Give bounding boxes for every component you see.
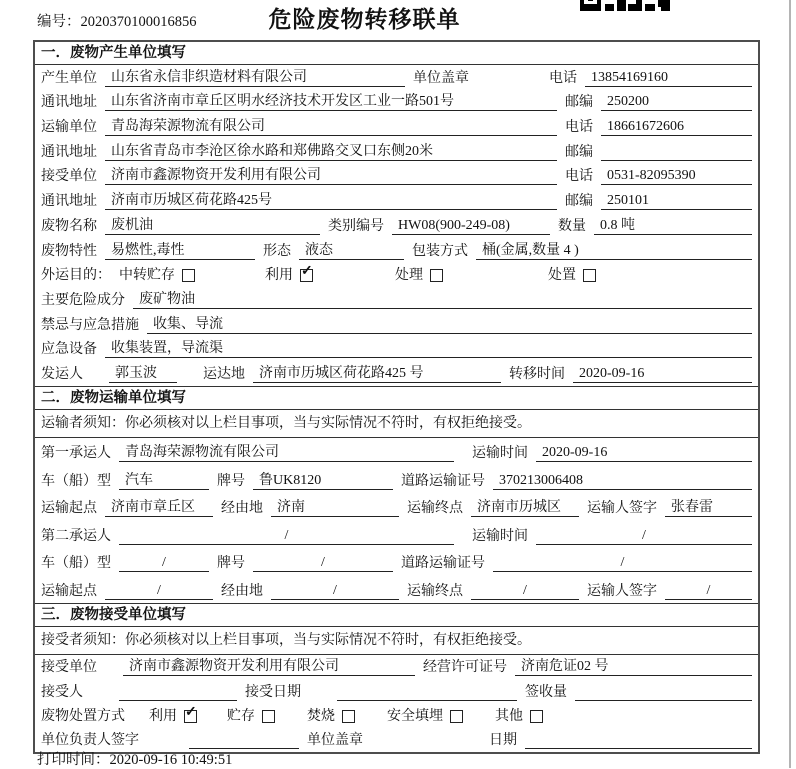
receiver-postcode-field[interactable] [601, 193, 752, 210]
form-label: 日期 [489, 733, 517, 749]
disposal-incineration-label: 焚烧 [307, 708, 335, 724]
form-label: 废物名称 [41, 218, 97, 234]
disposal-reuse-group [149, 704, 197, 725]
waste-name-field[interactable] [105, 218, 320, 235]
form-label: 邮编 [565, 95, 593, 111]
form-row [35, 188, 758, 213]
disposal-other-checkbox[interactable] [530, 710, 543, 723]
form-label: 第一承运人 [41, 446, 111, 462]
road-permit-1-field[interactable] [493, 473, 752, 490]
form-label: 运输时间 [472, 446, 528, 462]
form-label: 牌号 [217, 556, 245, 572]
form-label: 接受人 [41, 684, 83, 700]
endpoint-2-value: / [523, 582, 527, 598]
form-label: 经由地 [221, 501, 263, 517]
transporter-address-field[interactable] [105, 144, 557, 161]
road-permit-2-value: / [620, 555, 625, 571]
transport-date-2-value: / [642, 527, 646, 543]
endpoint-2-field[interactable] [471, 583, 579, 600]
disposal-landfill-group [387, 708, 463, 725]
form-label: 发运人 [41, 366, 83, 382]
form-label: 运输终点 [407, 583, 463, 599]
purpose-reuse-label: 利用 [265, 268, 293, 284]
receiver-phone-field[interactable] [601, 168, 752, 185]
disposal-incineration-checkbox[interactable] [342, 710, 355, 723]
carrier-signature-2-value: / [706, 582, 711, 598]
check-icon: ✓ [301, 264, 313, 280]
first-carrier-value: 青岛海荣源物流有限公司 [125, 445, 279, 461]
form-label: 道路运输证号 [401, 473, 485, 489]
form-label: 车（船）型 [41, 556, 111, 572]
purpose-disposal-label: 处置 [548, 268, 576, 284]
form-label: 牌号 [217, 473, 245, 489]
purpose-disposal-checkbox[interactable] [583, 269, 596, 282]
sender-name-value: 郭玉波 [115, 365, 157, 381]
plate-number-1-field[interactable] [253, 473, 393, 490]
producer-postcode-field[interactable] [601, 94, 752, 111]
form-row [35, 263, 758, 288]
form-label: 单位盖章 [307, 733, 363, 749]
form-label: 运输终点 [407, 501, 463, 517]
form-row [35, 164, 758, 189]
form-label: 单位负责人签字 [41, 733, 139, 749]
form-label: 产生单位 [41, 70, 97, 86]
received-quantity-field[interactable] [575, 684, 752, 701]
form-label: 类别编号 [328, 218, 384, 234]
origin-2-value: / [157, 582, 161, 598]
first-carrier-field[interactable] [119, 445, 454, 462]
receiver-address-value: 济南市历城区荷花路425号 [111, 193, 272, 209]
form-label: 接受单位 [41, 169, 97, 185]
form-table [33, 40, 760, 754]
transporter-postcode-field[interactable] [601, 144, 752, 161]
form-label: 邮编 [565, 144, 593, 160]
print-time [37, 748, 232, 769]
category-code-field[interactable] [392, 218, 550, 235]
quantity-field[interactable] [594, 218, 752, 235]
origin-1-value: 济南市章丘区 [111, 500, 195, 516]
form-label: 禁忌与应急措施 [41, 317, 139, 333]
transfer-date-value: 2020-09-16 [579, 365, 645, 381]
form-row [35, 548, 758, 576]
form-row [35, 337, 758, 362]
form-state-value: 液态 [305, 242, 333, 258]
transport-date-2-field[interactable] [536, 528, 752, 545]
form-row [35, 361, 758, 386]
receiver-unit-value: 济南市鑫源物资开发利用有限公司 [111, 168, 321, 184]
form-label: 主要危险成分 [41, 292, 125, 308]
form-row [35, 238, 758, 263]
vehicle-type-1-value: 汽车 [125, 472, 153, 488]
emergency-measures-value: 收集、导流 [153, 316, 223, 332]
disposal-storage-group [227, 708, 275, 725]
plate-number-2-field[interactable] [253, 555, 393, 572]
print-time-label: 打印时间： [37, 752, 110, 768]
producer-address-value: 山东省济南市章丘区明水经济技术开发区工业一路501号 [111, 94, 454, 110]
transporter-phone-value: 18661672606 [607, 119, 684, 135]
sender-name-field[interactable] [109, 366, 177, 383]
accept-unit-field[interactable] [123, 659, 415, 676]
form-row [35, 287, 758, 312]
second-carrier-value: / [284, 527, 289, 543]
disposal-landfill-checkbox[interactable] [450, 710, 463, 723]
road-permit-2-field[interactable] [493, 555, 752, 572]
form-label: 经营许可证号 [423, 660, 507, 676]
endpoint-1-value: 济南市历城区 [477, 500, 561, 516]
form-label: 电话 [549, 70, 577, 86]
purpose-transfer-storage-group [119, 267, 195, 284]
form-row [35, 655, 758, 679]
purpose-disposal-group [548, 267, 596, 284]
form-label: 道路运输证号 [401, 556, 485, 572]
form-label: 形态 [263, 243, 291, 259]
packaging-field[interactable] [476, 243, 752, 260]
purpose-reuse-checkbox[interactable] [300, 264, 313, 282]
receiver-phone-value: 0531-82095390 [607, 168, 696, 184]
plate-number-1-value: 鲁UK8120 [259, 472, 322, 488]
disposal-reuse-checkbox[interactable] [184, 704, 197, 723]
purpose-transfer-storage-checkbox[interactable] [182, 269, 195, 282]
form-label: 邮编 [565, 194, 593, 210]
receiver-unit-field[interactable] [105, 168, 557, 185]
transport-date-1-field[interactable] [536, 445, 752, 462]
vehicle-type-2-value: / [162, 555, 166, 571]
form-row [35, 139, 758, 164]
category-code-value: HW08(900-249-08) [398, 217, 510, 233]
form-row [35, 114, 758, 139]
purpose-treatment-label: 处理 [395, 268, 423, 284]
license-number-field[interactable] [515, 659, 752, 676]
purpose-treatment-group [395, 267, 443, 284]
form-label: 废物处置方式 [41, 708, 125, 724]
form-label: 废物特性 [41, 243, 97, 259]
packaging-value: 桶(金属,数量 4 ) [482, 242, 579, 258]
form-label: 车（船）型 [41, 473, 111, 489]
disposal-incineration-group [307, 708, 355, 725]
main-hazard-field[interactable] [133, 292, 752, 309]
transport-date-1-value: 2020-09-16 [542, 445, 608, 461]
carrier-signature-1-value: 张春雷 [671, 500, 713, 516]
responsible-signature-field[interactable] [189, 732, 299, 749]
destination-value: 济南市历城区荷花路425 号 [259, 365, 424, 381]
form-label: 接受单位 [41, 660, 97, 676]
road-permit-1-value: 370213006408 [499, 472, 583, 488]
receiver-address-field[interactable] [105, 193, 557, 210]
form-section-1 [35, 42, 758, 386]
seal-date-field[interactable] [525, 732, 752, 749]
disposal-other-group [495, 708, 543, 725]
form-label: 运输人签字 [587, 501, 657, 517]
license-number-value: 济南危证02 号 [521, 659, 609, 675]
form-label: 电话 [565, 169, 593, 185]
form-row [35, 520, 758, 548]
form-row [35, 438, 758, 466]
form-label: 运输单位 [41, 120, 97, 136]
form-state-field[interactable] [299, 243, 404, 260]
producer-address-field[interactable] [105, 94, 557, 111]
document-header [0, 0, 789, 40]
endpoint-1-field[interactable] [471, 500, 579, 517]
transfer-date-field[interactable] [573, 366, 752, 383]
form-label: 数量 [558, 218, 586, 234]
form-label: 应急设备 [41, 342, 97, 358]
carrier-signature-2-field[interactable] [665, 583, 752, 600]
destination-field[interactable] [253, 366, 501, 383]
producer-phone-value: 13854169160 [591, 69, 668, 85]
form-row [35, 704, 758, 728]
emergency-equipment-field[interactable] [105, 341, 752, 358]
form-label: 运输起点 [41, 583, 97, 599]
quantity-value: 0.8 吨 [600, 217, 635, 233]
producer-unit-field[interactable] [105, 70, 405, 87]
producer-postcode-value: 250200 [607, 94, 649, 110]
section-notice: 运输者须知：你必须核对以上栏目事项，当与实际情况不符时，有权拒绝接受。 [35, 410, 758, 438]
section-header-1: 一．废物产生单位填写 [35, 42, 758, 65]
form-label: 运输起点 [41, 501, 97, 517]
producer-phone-field[interactable] [585, 70, 752, 87]
origin-1-field[interactable] [105, 500, 213, 517]
waste-property-field[interactable] [105, 243, 255, 260]
waste-property-value: 易燃性,毒性 [111, 242, 185, 258]
form-label: 通讯地址 [41, 144, 97, 160]
print-time-value: 2020-09-16 10:49:51 [109, 752, 233, 768]
origin-2-field[interactable] [105, 583, 213, 600]
emergency-equipment-value: 收集装置，导流渠 [111, 341, 223, 357]
disposal-storage-label: 贮存 [227, 708, 255, 724]
form-label: 运输人签字 [587, 583, 657, 599]
form-row [35, 493, 758, 521]
page-title: 危险废物转移联单 [268, 7, 461, 32]
document-number-label: 编号： [37, 14, 81, 30]
accept-unit-value: 济南市鑫源物资开发利用有限公司 [129, 659, 339, 675]
purpose-treatment-checkbox[interactable] [430, 269, 443, 282]
carrier-signature-1-field[interactable] [665, 500, 752, 517]
emergency-measures-field[interactable] [147, 317, 752, 334]
form-label: 包装方式 [412, 243, 468, 259]
accept-date-field[interactable] [337, 684, 517, 701]
receiver-postcode-value: 250101 [607, 193, 649, 209]
form-label: 运输时间 [472, 528, 528, 544]
section-header-3: 三．废物接受单位填写 [35, 604, 758, 627]
check-icon: ✓ [185, 704, 197, 720]
transporter-address-value: 山东省青岛市李沧区徐水路和郑佛路交叉口东侧20米 [111, 143, 433, 159]
via-2-value: / [333, 582, 337, 598]
form-label: 接受日期 [245, 684, 301, 700]
vehicle-type-1-field[interactable] [119, 473, 209, 490]
transporter-unit-value: 青岛海荣源物流有限公司 [111, 119, 265, 135]
disposal-landfill-label: 安全填埋 [387, 708, 443, 724]
section-header-2: 二．废物运输单位填写 [35, 387, 758, 410]
form-label: 单位盖章 [413, 70, 469, 86]
via-1-field[interactable] [271, 500, 399, 517]
disposal-other-label: 其他 [495, 708, 523, 724]
form-label: 第二承运人 [41, 528, 111, 544]
plate-number-2-value: / [321, 555, 325, 571]
accept-person-field[interactable] [119, 684, 237, 701]
form-row [35, 312, 758, 337]
via-1-value: 济南 [277, 500, 305, 516]
document-number-value: 2020370100016856 [80, 14, 197, 30]
form-section-3 [35, 603, 758, 752]
purpose-reuse-group [265, 264, 313, 284]
form-label: 运达地 [203, 366, 245, 382]
purpose-transfer-storage-label: 中转贮存 [119, 268, 175, 284]
disposal-reuse-label: 利用 [149, 708, 177, 724]
via-2-field[interactable] [271, 583, 399, 600]
disposal-storage-checkbox[interactable] [262, 710, 275, 723]
transporter-phone-field[interactable] [601, 119, 752, 136]
form-label: 通讯地址 [41, 95, 97, 111]
form-row [35, 65, 758, 90]
form-row [35, 465, 758, 493]
form-section-2 [35, 386, 758, 603]
transporter-unit-field[interactable] [105, 119, 557, 136]
form-label: 经由地 [221, 583, 263, 599]
form-label: 外运目的： [41, 268, 111, 284]
producer-unit-value: 山东省永信非织造材料有限公司 [111, 69, 307, 85]
waste-name-value: 废机油 [111, 217, 153, 233]
page-edge-divider [789, 0, 791, 768]
form-label: 转移时间 [509, 366, 565, 382]
form-row [35, 213, 758, 238]
qr-code-fragment [580, 0, 670, 11]
form-row [35, 575, 758, 603]
main-hazard-value: 废矿物油 [139, 291, 195, 307]
vehicle-type-2-field[interactable] [119, 555, 209, 572]
form-label: 通讯地址 [41, 194, 97, 210]
second-carrier-field[interactable] [119, 528, 454, 545]
section-notice: 接受者须知：你必须核对以上栏目事项，当与实际情况不符时，有权拒绝接受。 [35, 627, 758, 655]
form-label: 签收量 [525, 684, 567, 700]
form-row [35, 679, 758, 703]
form-row [35, 90, 758, 115]
form-label: 电话 [565, 120, 593, 136]
